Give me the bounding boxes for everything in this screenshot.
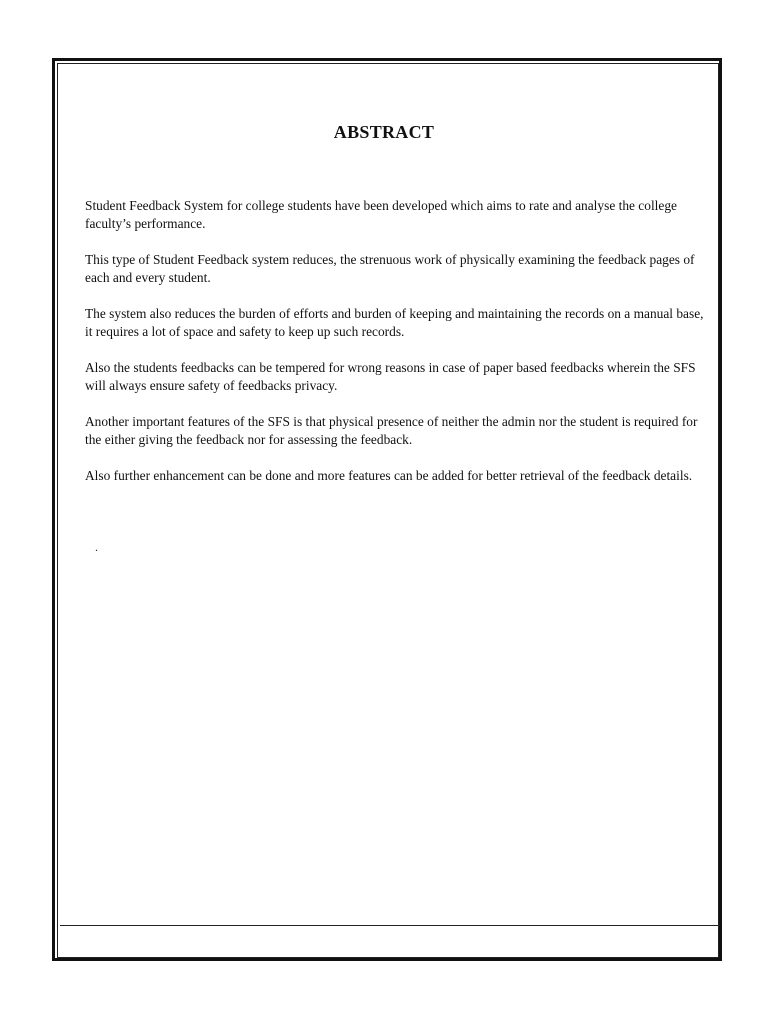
footer-divider — [60, 925, 720, 926]
page-title: ABSTRACT — [333, 122, 435, 142]
abstract-paragraph-2: This type of Student Feedback system reduces, the strenuous work of physically examining the feedback pages of each and every student. — [85, 252, 695, 285]
abstract-paragraph-3: The system also reduces the burden of efforts and burden of keeping and maintaining the records on a manual base, it requires a lot of space and safety to keep up such records. — [85, 306, 704, 339]
abstract-paragraph-4: Also the students feedbacks can be tempered for wrong reasons in case of paper based feedbacks wherein the SFS will always ensure safety of feedbacks privacy. — [85, 360, 696, 393]
stray-period: . — [95, 540, 98, 554]
abstract-body — [85, 197, 710, 503]
abstract-paragraph-1: Student Feedback System for college students have been developed which aims to rate and analyse the college faculty’s performance. — [85, 198, 677, 231]
abstract-paragraph-6: Also further enhancement can be done and more features can be added for better retrieval of the feedback details. — [85, 468, 693, 483]
abstract-paragraph-5: Another important features of the SFS is that physical presence of neither the admin nor the student is required for the either giving the feedback nor for assessing the feedback. — [85, 414, 698, 447]
